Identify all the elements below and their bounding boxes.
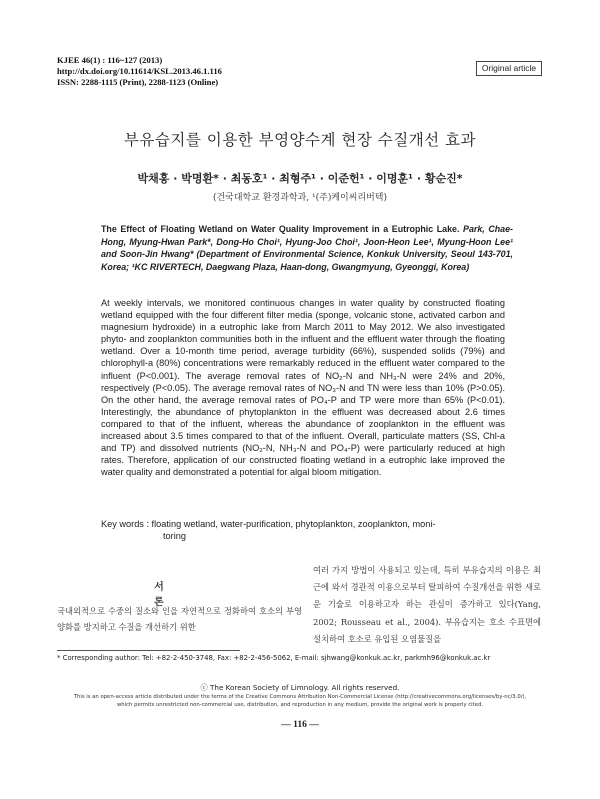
english-title: The Effect of Floating Wetland on Water Quality Improvement in a Eutrophic Lake. — [101, 224, 460, 234]
copyright-notice: ⓒ The Korean Society of Limnology. All rights reserved. — [200, 683, 400, 692]
journal-citation: KJEE 46(1) : 116~127 (2013) — [57, 55, 163, 65]
doi-link[interactable]: http://dx.doi.org/10.11614/KSL.2013.46.1.116 — [57, 66, 222, 76]
keywords-line: Key words : floating wetland, water-purification, phytoplankton, zooplankton, moni- — [101, 519, 436, 529]
affiliation-korean: (건국대학교 환경과학과, ¹(주)케이씨리버텍) — [212, 193, 388, 203]
authors-korean: 박채홍 · 박명환* · 최동호¹ · 최형주¹ · 이준헌¹ · 이명훈¹ · 황순진* — [137, 172, 463, 185]
license-line-2: which permits unrestricted non-commercial use, distribution, and reproduction in any medium, provide the original work is properly cited. — [116, 702, 484, 709]
page-number: — 116 — — [281, 720, 319, 730]
license-notice — [0, 693, 600, 710]
abstract: At weekly intervals, we monitored continuous changes in water quality by constructed floating wetland equipped with the four different filter media (sponge, volcanic stone, activated carbon and magnesium hydroxide) in a eutrophic lake from March 2011 to May 2012. We also investigated phyto- and zooplankton communities both in the influent and the effluent water through the floating wetland. Over a 10-month time period, average turbidity (66%), suspended solids (79%) and chlorophyll-a (80%) concentrations were remarkably reduced in the effluent water compared to the influent (P<0.001). The average removal rates of NO₂-N and NH₃-N were 24% and 20%, respectively (P<0.05). The average removal rates of NO₃-N and TN were less than 10% (P>0.05). On the other hand, the average removal rates of PO₄-P and TP were more than 65% (P<0.01). Interestingly, the abundance of phytoplankton in the effluent was decreased about 2.6 times compared to that of the influent, whereas the abundance of zooplankton in the effluent was increased about 3.5 times compared to that of the influent. Overall, particulate matters (SS, Chl-a and TP) and dissolved nutrients (NO₂-N, NH₃-N and PO₄-P) were particularly reduced at high rates. Therefore, application of our constructed floating wetland in a eutrophic lake improved the water quality and demonstrated a potential for algal bloom mitigation. — [101, 298, 505, 478]
issn: ISSN: 2288-1115 (Print), 2288-1123 (Online) — [57, 77, 219, 87]
body-text-left-column: 국내외적으로 수중의 질소와 인을 자연적으로 정화하여 호소의 부영양화를 방지하고 수질을 개선하기 위한 — [57, 606, 302, 632]
keywords — [101, 518, 505, 541]
article-type-badge: Original article — [476, 61, 542, 76]
english-title-block — [101, 223, 513, 273]
license-line-1: This is an open-access article distributed under the terms of the Creative Commons Attribution Non-Commercial License (http://creativecommons.org/licenses/by-nc/3.0/), — [73, 694, 527, 700]
keywords-continuation: toring — [163, 531, 186, 541]
footnote-divider — [57, 650, 240, 651]
corresponding-author-footnote: * Corresponding author: Tel: +82-2-450-3748, Fax: +82-2-456-5062, E-mail: sjhwang@konkuk.ac.kr, parkmh96@konkuk.ac.kr — [57, 654, 491, 662]
english-authors-affiliation: Park, Chae-Hong, Myung-Hwan Park*, Dong-Ho Choi¹, Hyung-Joo Choi¹, Joon-Heon Lee¹, Myung-Hoon Lee¹ and Soon-Jin Hwang* (Department of Environmental Science, Konkuk University, Seoul 143-701, Korea; ¹KC RIVERTECH, Daegwang Plaza, Haan-dong, Gwangmyung, Gyeonggi, Korea) — [101, 224, 513, 272]
section-heading-introduction: 서 론 — [154, 582, 186, 608]
body-text-right-column: 여러 가지 방법이 사용되고 있는데, 특히 부유습지의 이용은 최근에 와서 경관적 이용으로부터 탈피하여 수질개선을 위한 새로운 기술로 이용하고자 하는 관심이 증가하고 있다(Yang, 2002; Rousseau et al., 2004). 부유습지는 호소 수표면에 설치하여 호소로 유입된 오염물질을 — [313, 565, 541, 644]
paper-title-korean: 부유습지를 이용한 부영양수계 현장 수질개선 효과 — [123, 131, 477, 149]
